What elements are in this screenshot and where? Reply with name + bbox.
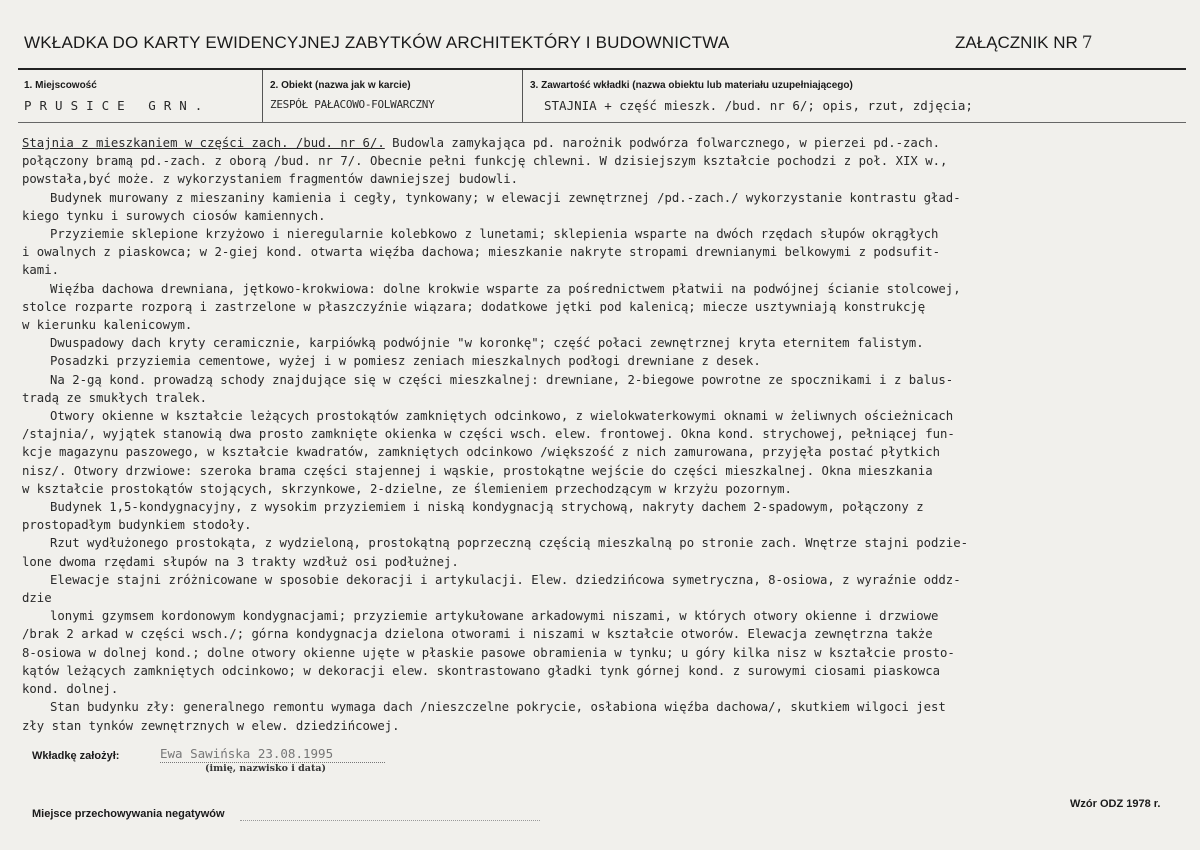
form-number: Wzór ODZ 1978 r. <box>1070 798 1161 810</box>
field-divider <box>262 70 263 122</box>
text-line: stolce rozparte rozporą i zastrzelone w płaszczyźnie wiązara; dodatkowe jętki pod kalenicą; miecze usztywniają konstrukcję <box>22 299 926 314</box>
text-line: Elewacje stajni zróżnicowane w sposobie dekoracji i artykulacji. Elew. dziedzińcowa symetryczna, 8-osiowa, z wyraźnie oddz- <box>50 572 961 587</box>
text-line: Dwuspadowy dach kryty ceramicznie, karpiówką podwójnie "w koronkę"; część połaci zewnętrznej kryta eternitem falistym. <box>50 336 924 351</box>
form-title: WKŁADKA DO KARTY EWIDENCYJNEJ ZABYTKÓW ARCHITEKTÓRY I BUDOWNICTWA <box>24 33 730 52</box>
text-line: zły stan tynków zewnętrznych w elew. dziedzińcowej. <box>22 718 400 733</box>
text-line-tail: Budowla zamykająca pd. narożnik podwórza folwarcznego, w pierzei pd.-zach. <box>384 136 941 150</box>
text-line: Stan budynku zły: generalnego remontu wymaga dach /nieszczelne pokrycie, osłabiona więźba dachowa/, skutkiem wilgoci jest <box>50 700 946 715</box>
field-value-contents: STAJNIA + część mieszk. /bud. nr 6/; opis, rzut, zdjęcia; <box>544 98 973 113</box>
text-line: lone dwoma rzędami słupów na 3 trakty wzdłuż osi podłużnej. <box>22 554 459 569</box>
field-label-object: 2. Obiekt (nazwa jak w karcie) <box>270 80 411 91</box>
created-by-hint: (imię, nazwisko i data) <box>205 763 326 774</box>
text-line: dzie <box>22 591 52 606</box>
text-line: tradą ze smukłych tralek. <box>22 390 208 405</box>
field-value-locality: PRUSICE GRN. <box>24 98 211 113</box>
header-rule <box>18 68 1186 70</box>
description-text <box>22 134 1182 735</box>
created-by-label: Wkładkę założył: <box>32 750 120 762</box>
created-by-value: Ewa Sawińska 23.08.1995 <box>160 746 385 763</box>
text-line: Otwory okienne w kształcie leżących prostokątów zamkniętych odcinkowo, z wielokwaterkowymi oknami w żeliwnych ościeżnicach <box>50 409 954 424</box>
text-line: Rzut wydłużonego prostokąta, z wydzieloną, prostokątną poprzeczną częścią mieszkalną po stronie zach. Wnętrze stajni podzie- <box>50 536 969 551</box>
text-line: lonymi gzymsem kordonowym kondygnacjami; przyziemie artykułowane arkadowymi niszami, w których otwory okienne i drzwiowe <box>50 609 939 624</box>
annex-number: 7 <box>1081 33 1093 53</box>
text-line: kond. dolnej. <box>22 682 119 697</box>
field-value-object: ZESPÓŁ PAŁACOWO-FOLWARCZNY <box>270 98 435 111</box>
text-line: połączony bramą pd.-zach. z oborą /bud. nr 7/. Obecnie pełni funkcję chlewni. W dzisiejszym kształcie pochodzi z poł. XIX w., <box>22 154 948 169</box>
field-label-locality: 1. Miejscowość <box>24 80 97 91</box>
field-label-contents: 3. Zawartość wkładki (nazwa obiektu lub materiału uzupełniającego) <box>530 80 853 91</box>
text-line: Przyziemie sklepione krzyżowo i nieregularnie kolebkowo z lunetami; sklepienia wsparte na dwóch rzędach słupów okrągłych <box>50 227 939 242</box>
building-heading: Stajnia z mieszkaniem w części zach. /bud. nr 6/. <box>22 136 385 150</box>
text-line: prostopadłym budynkiem stodoły. <box>22 518 252 533</box>
text-line: Na 2-gą kond. prowadzą schody znajdujące się w części mieszkalnej: drewniane, 2-biegowe powrotne ze spocznikami i z balus- <box>50 372 954 387</box>
text-line: kątów leżących zamkniętych odcinkowo; w dekoracji elew. skontrastowano gładki tynk górnej kond. z surowymi ciosami piaskowca <box>22 663 941 678</box>
text-line: Posadzki przyziemia cementowe, wyżej i w pomiesz zeniach mieszkalnych podłogi drewniane z desek. <box>50 354 761 369</box>
text-line: Więźba dachowa drewniana, jętkowo-krokwiowa: dolne krokwie wsparte za pośrednictwem płatwii na podwójnej ścianie stolcowej, <box>50 281 961 296</box>
field-divider <box>522 70 523 122</box>
text-line: 8-osiowa w dolnej kond.; dolne otwory okienne ujęte w płaskie pasowe obramienia w tynku; u góry kilka nisz w kształcie prosto- <box>22 645 955 660</box>
text-line: kiego tynku i surowych ciosów kamiennych. <box>22 208 326 223</box>
text-line: /brak 2 arkad w części wsch./; górna kondygnacja dzielona otworami i niszami w kształcie otworów. Elewacja zewnętrzna także <box>22 627 933 642</box>
text-line: w kształcie prostokątów stojących, skrzynkowe, 2-dzielne, ze ślemieniem przechodzącym w krzyżu pozornym. <box>22 481 792 496</box>
text-line: powstała,być może. z wykorzystaniem fragmentów dawniejszej budowli. <box>22 172 519 187</box>
text-line: kami. <box>22 263 60 278</box>
negatives-location-line <box>240 820 540 821</box>
text-line: Budynek 1,5-kondygnacyjny, z wysokim przyziemiem i niską kondygnacją strychową, nakryty dachem 2-spadowym, połączony z <box>50 500 924 515</box>
text-line: kcje magazynu paszowego, w kształcie kwadratów, zamkniętych odcinkowo /większość z nich zamurowana, przyjęła postać płytkich <box>22 445 941 460</box>
text-line: /stajnia/, wyjątek stanowią dwa prosto zamknięte okienka w części wsch. elew. frontowej. Okna kond. strychowej, pełniącej fun- <box>22 427 955 442</box>
negatives-location-label: Miejsce przechowywania negatywów <box>32 808 225 820</box>
fields-rule <box>18 122 1186 123</box>
annex-label <box>955 33 1093 53</box>
text-line: w kierunku kalenicowym. <box>22 318 193 333</box>
text-line: nisz/. Otwory drzwiowe: szeroka brama części stajennej i wąskie, prostokątne wejście do części mieszkalnej. Okna mieszkania <box>22 463 933 478</box>
text-line: Budynek murowany z mieszaniny kamienia i cegły, tynkowany; w elewacji zewnętrznej /pd.-zach./ wykorzystanie kontrastu gład- <box>50 190 961 205</box>
text-line <box>22 134 1182 152</box>
annex-label-text: ZAŁĄCZNIK NR <box>955 33 1078 52</box>
text-line: i owalnych z piaskowca; w 2-giej kond. otwarta więźba dachowa; mieszkanie nakryte stropami drewnianymi belkowymi z podsufit- <box>22 245 941 260</box>
